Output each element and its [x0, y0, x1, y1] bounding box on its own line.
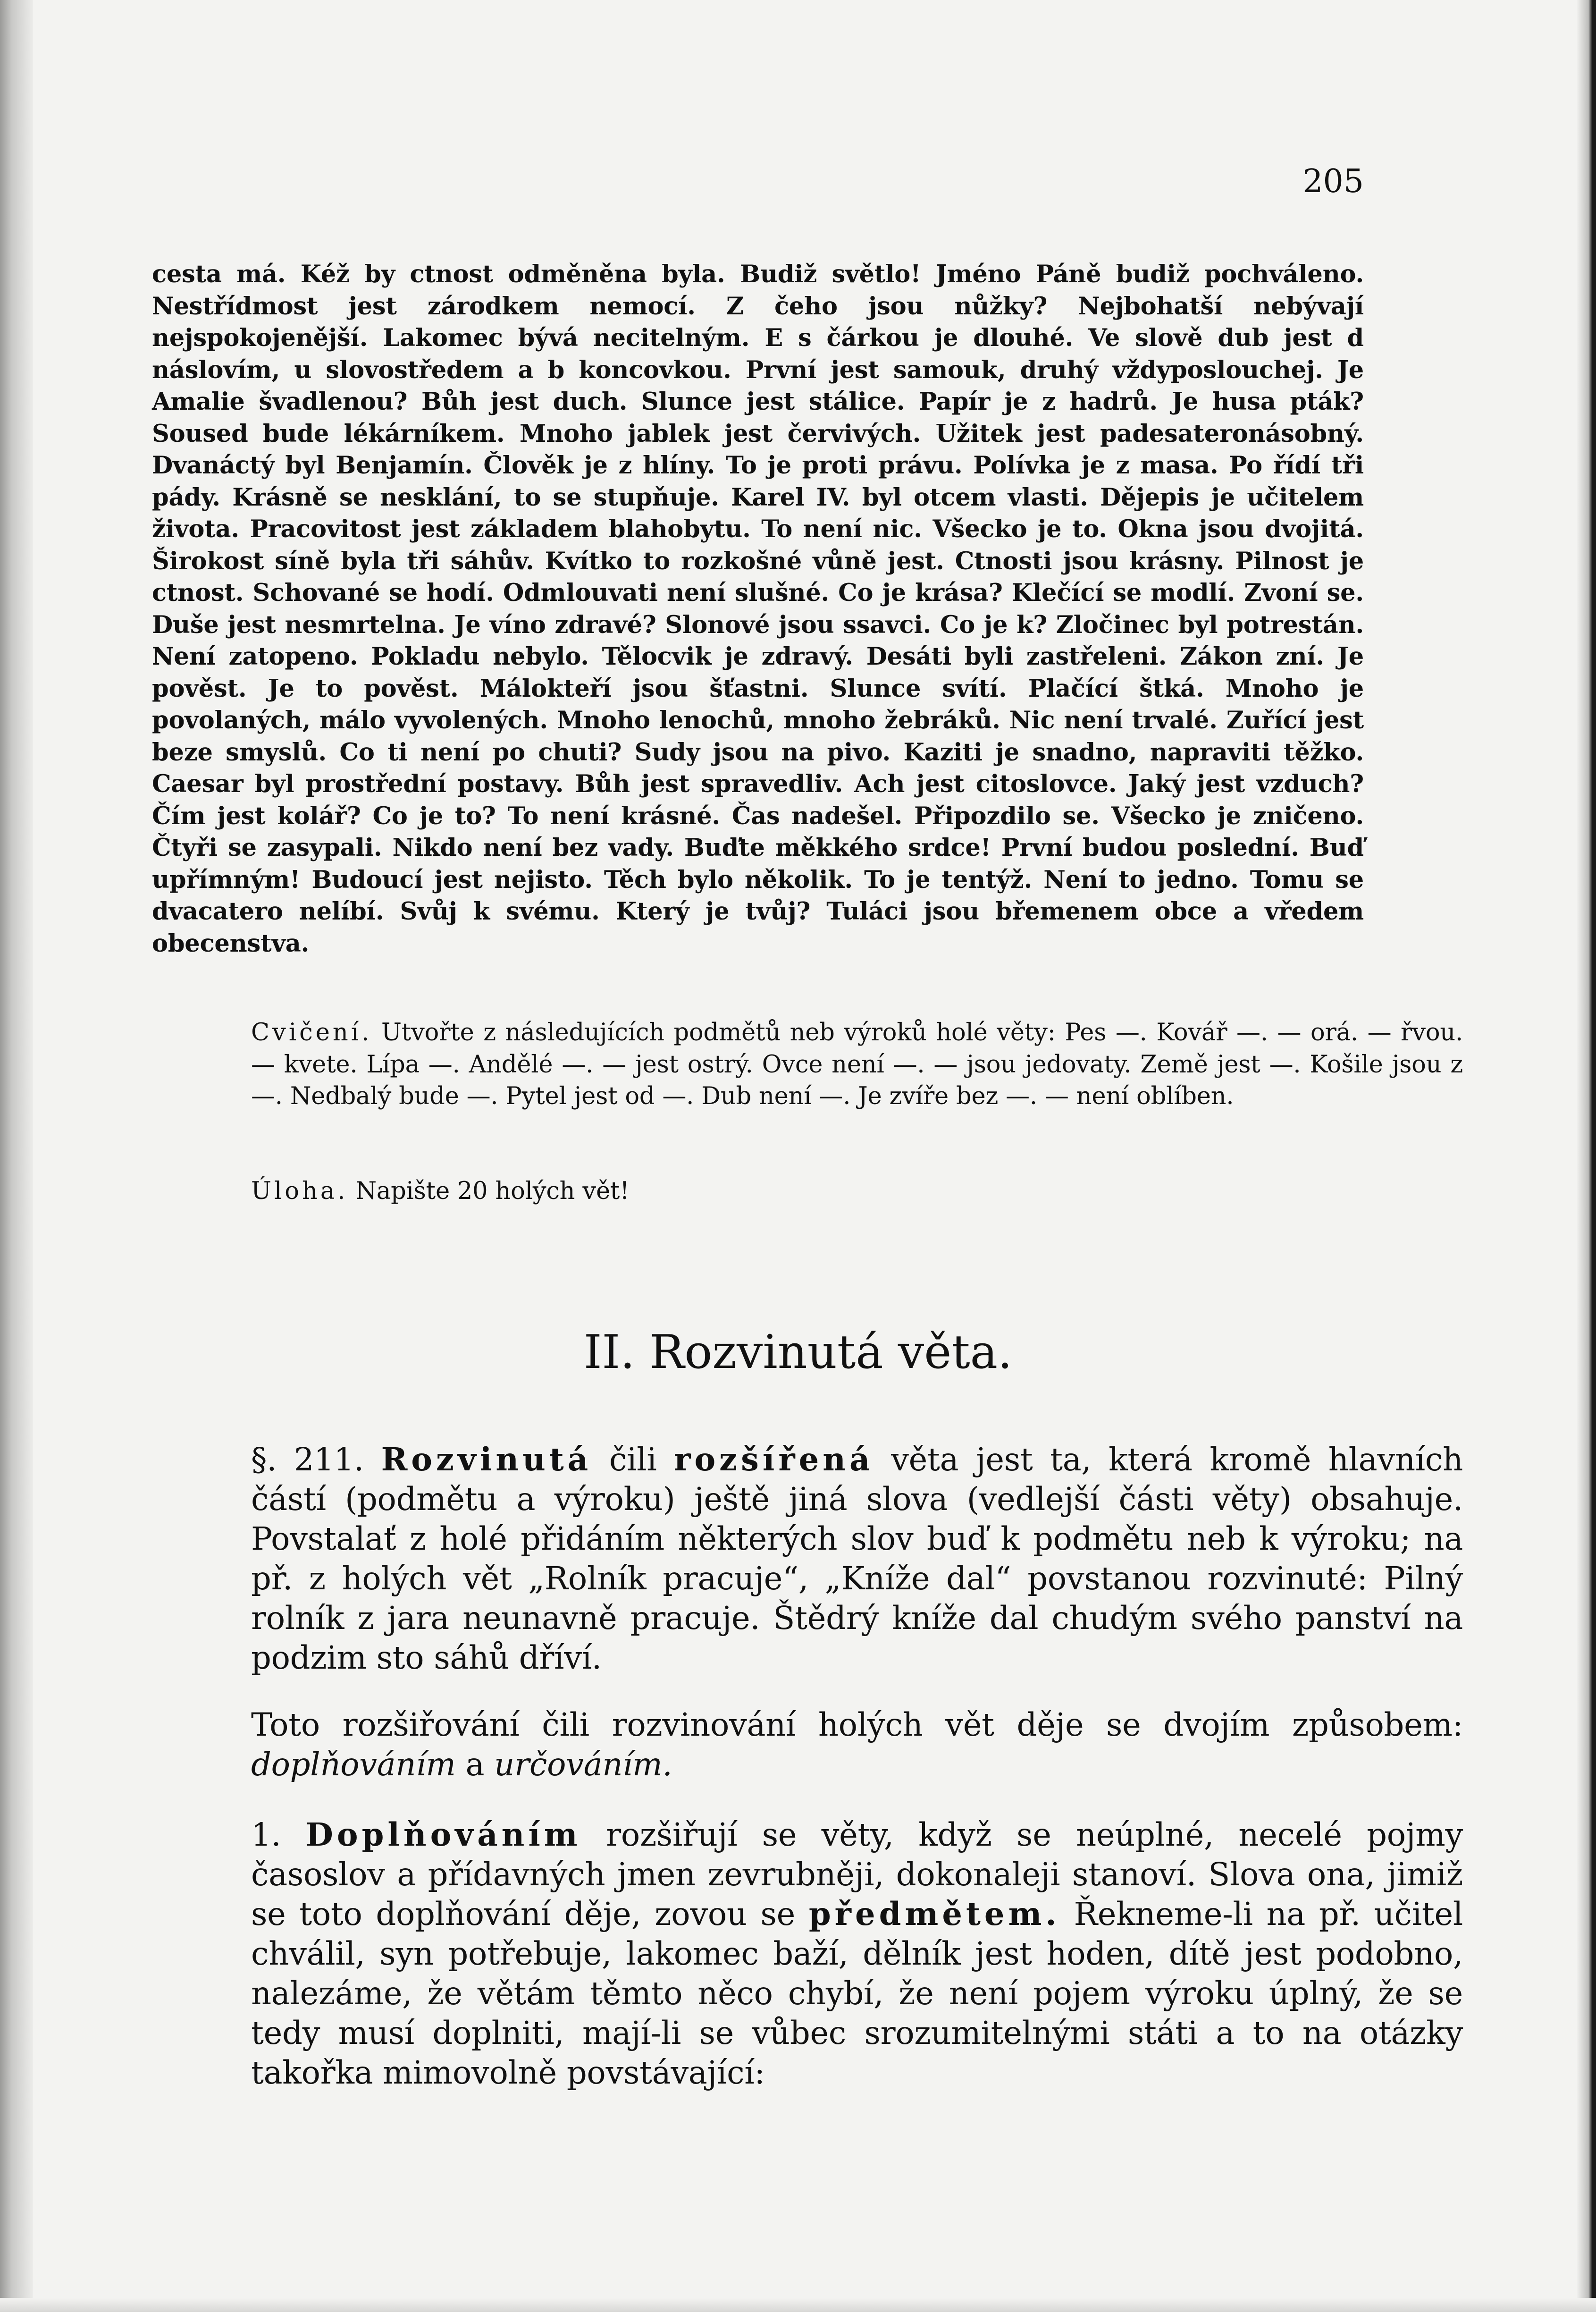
paragraph-211-conj: čili	[609, 1441, 657, 1478]
paragraph-doplnovanim-number: 1.	[251, 1816, 281, 1853]
paragraph-doplnovanim-text: rozšiřují se věty, když se neúplné, necelé pojmy časoslov a přídavných jmen zevrubněji, dokonaleji stanoví. Slova ona, jimiž se toto doplňování děje, zovou se	[251, 1816, 1463, 1932]
paragraph-toto-term2: určováním.	[494, 1746, 672, 1783]
exercise-paragraph	[152, 1017, 1463, 1113]
paragraph-211-text: věta jest ta, která kromě hlavních částí (podmětu a výroku) ještě jiná slova (vedlejší části věty) obsahuje. Povstalať z holé přidáním některých slov buď k podmětu neb k výroku; na př. z holých vět „Rolník pracuje“, „Kníže dal“ povstanou rozvinuté: Pilný rolník z jara neunavně pracuje. Štědrý kníže dal chudým svého panství na podzim sto sáhů dříví.	[251, 1441, 1463, 1676]
paragraph-doplnovanim	[152, 1815, 1463, 2093]
task-text: Napište 20 holých vět!	[355, 1177, 630, 1205]
paragraph-doplnovanim-text-after: Řekneme-li na př. učitel chválil, syn potřebuje, lakomec baží, dělník jest hoden, dítě jest podobno, nalezáme, že větám těmto něco chybí, že není pojem výroku úplný, že se tedy musí doplniti, mají-li se vůbec srozumitelnými státi a to na otázky takořka mimovolně povstávající:	[251, 1896, 1463, 2091]
example-sentences-paragraph: cesta má. Kéž by ctnost odměněna byla. Budiž světlo! Jméno Páně budiž pochváleno. Nestřídmost jest zárodkem nemocí. Z čeho jsou nůžky? Nejbohatší nebývají nejspokojenější. Lakomec bývá necitelným. E s čárkou je dlouhé. Ve slově dub jest d náslovím, u slovostředem a b koncovkou. První jest samouk, druhý vždyposlouchej. Je Amalie švadlenou? Bůh jest duch. Slunce jest stálice. Papír je z hadrů. Je husa pták? Soused bude lékárníkem. Mnoho jablek jest červivých. Užitek jest padesateronásobný. Dvanáctý byl Benjamín. Člověk je z hlíny. To je proti právu. Polívka je z masa. Po řídí tři pády. Krásně se nesklání, to se stupňuje. Karel IV. byl otcem vlasti. Dějepis je učitelem života. Pracovitost jest základem blahobytu. To není nic. Všecko je to. Okna jsou dvojitá. Širokost síně byla tři sáhův. Kvítko to rozkošné vůně jest. Ctnosti jsou krásny. Pilnost je ctnost. Schované se hodí. Odmlouvati není slušné. Co je krása? Klečící se modlí. Zvoní se. Duše jest nesmrtelna. Je víno zdravé? Slonové jsou ssavci. Co je k? Zločinec byl potrestán. Není zatopeno. Pokladu nebylo. Tělocvik je zdravý. Desáti byli zastřeleni. Zákon zní. Je pověst. Je to pověst. Málokteří jsou šťastni. Slunce svítí. Plačící štká. Mnoho je povolaných, málo vyvolených. Mnoho lenochů, mnoho žebráků. Nic není trvalé. Zuřící jest beze smyslů. Co ti není po chuti? Sudy jsou na pivo. Kaziti je snadno, napraviti těžko. Caesar byl prostřední postavy. Bůh jest spravedliv. Ach jest citoslovce. Jaký jest vzduch? Čím jest kolář? Co je to? To není krásné. Čas nadešel. Připozdilo se. Všecko je zničeno. Čtyři se zasypali. Nikdo není bez vady. Buďte měkkého srdce! První budou poslední. Buď upřímným! Budoucí jest nejisto. Těch bylo několik. To je tentýž. Není to jedno. Tomu se dvacatero nelíbí. Svůj k svému. Který je tvůj? Tuláci jsou břemenem obce a vředem obecenstva.	[152, 260, 1364, 958]
paragraph-211-term: Rozvinutá	[381, 1441, 592, 1478]
paragraph-211-number: §. 211.	[251, 1441, 364, 1478]
task-label: Úloha.	[251, 1177, 348, 1205]
paragraph-toto-term1: doplňováním	[251, 1746, 456, 1783]
paragraph-toto-conj: a	[465, 1746, 485, 1783]
paragraph-211	[152, 1440, 1463, 1678]
exercise-text: Utvořte z následujících podmětů neb výroků holé věty: Pes —. Kovář —. — orá. — řvou. — kvete. Lípa —. Andělé —. — jest ostrý. Ovce není —. — jsou jedovaty. Země jest —. Košile jsou z —. Nedbalý bude —. Pytel jest od —. Dub není —. Je zvíře bez —. — není oblíben.	[251, 1019, 1463, 1110]
paragraph-211-term2: rozšířená	[674, 1441, 874, 1478]
paragraph-doplnovanim-term: Doplňováním	[305, 1816, 581, 1853]
page-number: 205	[1302, 163, 1364, 200]
section-heading: II. Rozvinutá věta.	[583, 1325, 1013, 1379]
exercise-label: Cvičení.	[251, 1019, 372, 1046]
paragraph-toto	[152, 1705, 1463, 1784]
scan-edge-bottom	[0, 2298, 1596, 2312]
task-paragraph	[152, 1175, 1463, 1207]
scan-edge-right	[1577, 0, 1596, 2312]
paragraph-doplnovanim-term2: předmětem.	[808, 1895, 1060, 1932]
paragraph-toto-text: Toto rozšiřování čili rozvinování holých vět děje se dvojím způsobem:	[251, 1706, 1463, 1743]
scan-edge-left	[0, 0, 33, 2312]
